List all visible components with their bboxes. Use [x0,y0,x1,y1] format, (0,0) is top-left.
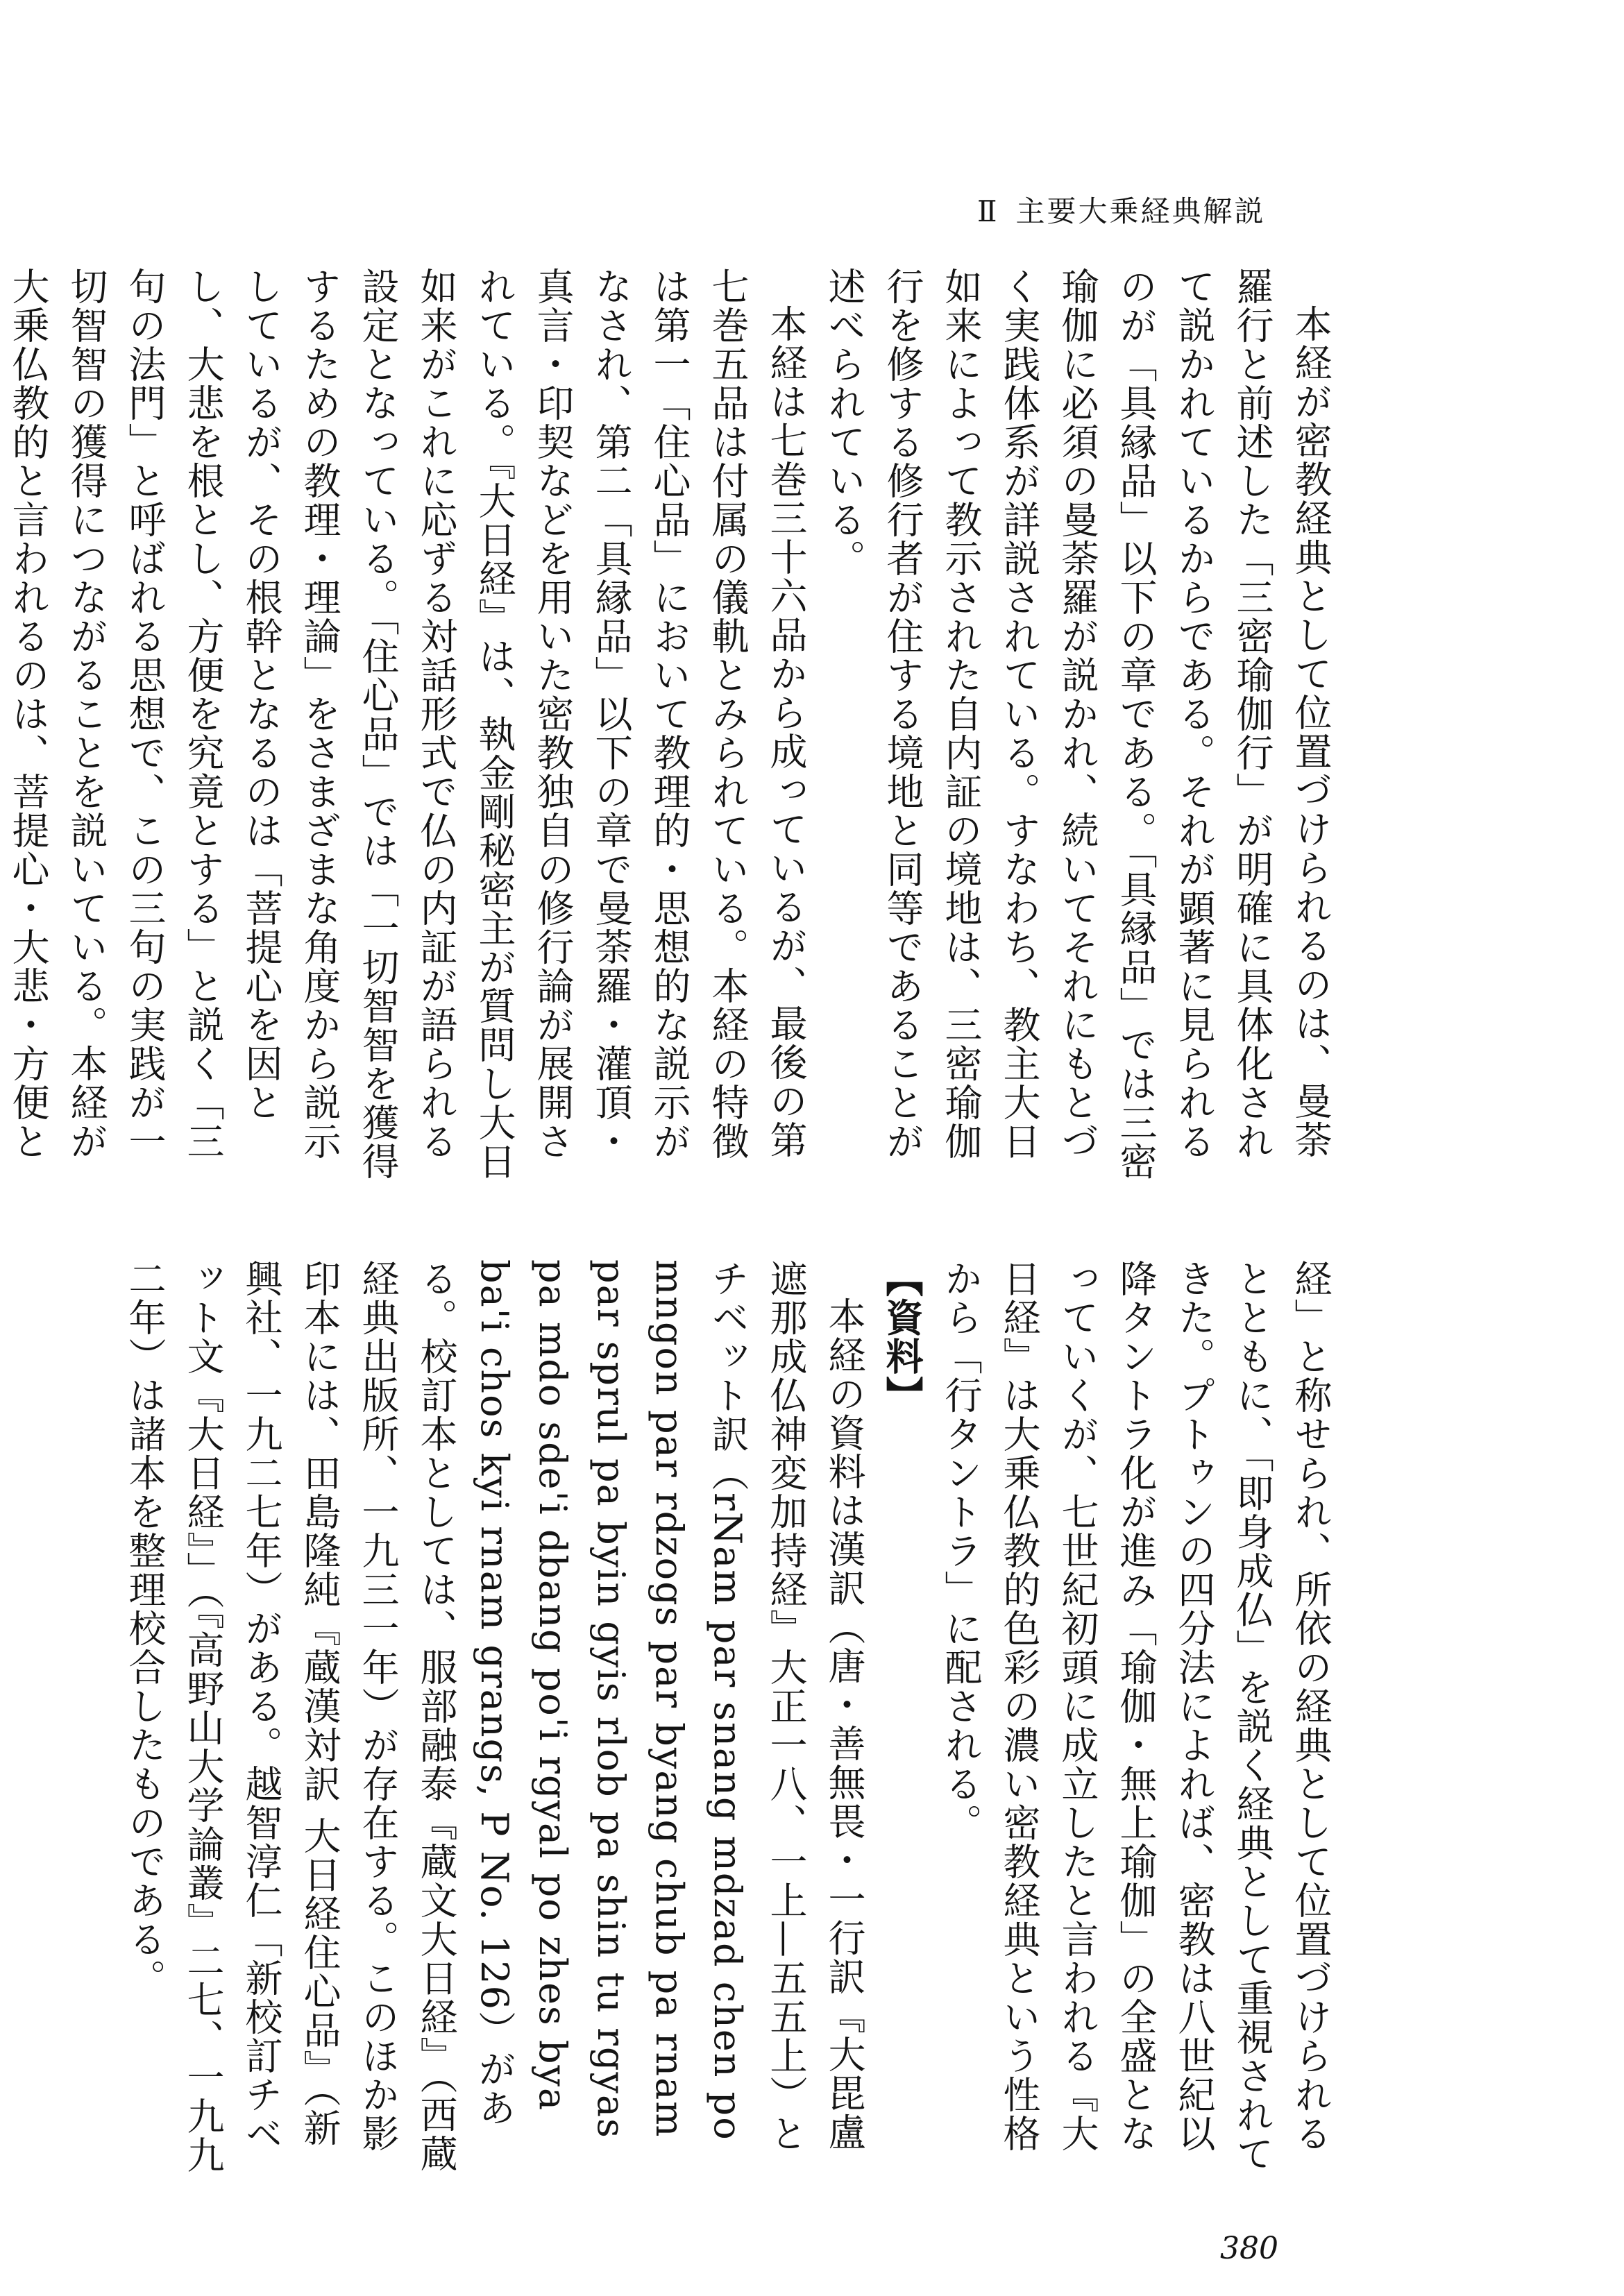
page-number: 380 [1220,2231,1278,2266]
section-title: 主要大乗経典解説 [1015,194,1266,228]
paragraph: 本経は七巻三十六品から成っているが、最後の第七巻五品は付属の儀軌とみられている。本経の特徴は第一「住心品」において教理的・思想的な説示がなされ、第二「具縁品」以下の章で曼荼羅・灌頂・真言・印契などを用いた密教独自の修行論が展開されている。『大日経』は、執金剛秘密主が質問し大日如来がこれに応ずる対話形式で仏の内証が語られる設定となっている。「住心品」では「一切智智を獲得するための教理・理論」をさまざまな角度から説示しているが、その根幹となるのは「菩提心を因とし、大悲を根とし、方便を究竟とする」と説く「三句の法門」と呼ばれる思想で、この三句の実践が一切智智の獲得につながることを説いている。本経が大乗仏教的と言われるのは、菩提心・大悲・方便と [6,267,808,1181]
continued-paragraph: 経」と称せられ、所依の経典として位置づけられるとともに、「即身成仏」を説く経典として重視されてきた。プトゥンの四分法によれば、密教は八世紀以降タントラ化が進み「瑜伽・無上瑜伽」の全盛となっていくが、七世紀初頭に成立したと言われる『大日経』は大乗仏教的色彩の濃い密教経典という性格から「行タントラ」に配される。 [939,1259,1333,2173]
running-head [977,189,1266,230]
section-heading: 【資料】 [880,1259,924,1415]
paragraph: 本経が密教経典として位置づけられるのは、曼荼羅行と前述した「三密瑜伽行」が明確に具体化されて説かれているからである。それが顕著に見られるのが「具縁品」以下の章である。「具縁品」では三密瑜伽に必須の曼荼羅が説かれ、続いてそれにもとづく実践体系が詳説されている。すなわち、教主大日如来によって教示された自内証の境地は、三密瑜伽行を修する修行者が住する境地と同等であることが述べられている。 [822,267,1333,1181]
upper-text-block [6,267,1339,1190]
section-number: Ⅱ [977,194,999,228]
paragraph: 本経の資料は漢訳（唐・善無畏・一行訳『大毘盧遮那成仏神変加持経』大正一八、一上—五五上）とチベット訳（rNam par snang mdzad chen po mngon par rdzogs par byang chub pa rnam par sprul pa byin gyis rlob pa shin tu rgyas pa mdo sde'i dbang po'i rgyal po zhes bya ba'i chos kyi rnam grangs, P No. 126）がある。校訂本としては、服部融泰『蔵文大日経』（西蔵経典出版所、一九三一年）が存在する。このほか影印本には、田島隆純『蔵漢対訳 大日経住心品』（新興社、一九二七年）がある。越智淳仁「新校訂チベット文『大日経』」（『高野山大学論叢』二七、一九九二年）は諸本を整理校合したものである。 [123,1259,866,2175]
lower-text-block [76,1259,1339,2182]
